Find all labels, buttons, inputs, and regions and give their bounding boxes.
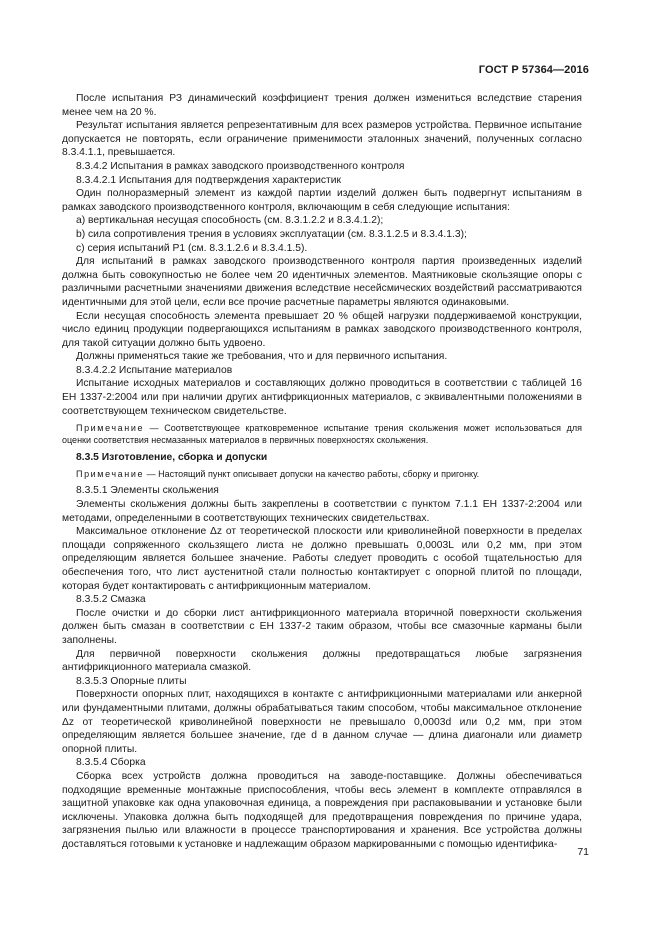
list-item: а) вертикальная несущая способность (см. 8.3.1.2.2 и 8.3.4.1.2); <box>76 215 384 227</box>
paragraph: Должны применяться такие же требования, что и для первичного испытания. <box>76 351 448 363</box>
paragraph: Если несущая способность элемента превышает 20 % общей нагрузки поддерживаемой конструкции, число единиц продукции подвергающихся испытаниям в рамках заводского производственного контроля, для такой ситуации должно быть удвоено. <box>62 310 582 349</box>
note-label: Примечание <box>76 469 145 480</box>
note-text: — Настоящий пункт описывает допуски на качество работы, сборку и пригонку. <box>144 469 480 480</box>
paragraph: Элементы скольжения должны быть закреплены в соответствии с пунктом 7.1.1 ЕН 1337-2:2004 или методами, определенными в соответствующих технических свидетельствах. <box>62 499 582 524</box>
list-item: с) серия испытаний Р1 (см. 8.3.1.2.6 и 8.3.4.1.5). <box>76 242 308 254</box>
standard-code-header: ГОСТ Р 57364—2016 <box>478 64 589 76</box>
paragraph: Испытание исходных материалов и составляющих должно проводиться в соответствии с таблицей 16 ЕН 1337-2:2004 или при наличии других антифрикционных материалов, с эквивалентными положениями в соответствующем техническом свидетельстве. <box>62 378 582 417</box>
note-label: Примечание <box>76 423 145 434</box>
document-body <box>62 92 582 851</box>
paragraph: Результат испытания является репрезентативным для всех размеров устройства. Первичное испытание допускается не повторять, если ограничение применимости эталонных значений, полученных согласно 8.3.4.1.1, превышается. <box>62 120 582 159</box>
paragraph: Максимальное отклонение Δz от теоретической плоскости или криволинейной поверхности в пределах площади сопряженного скользящего листа не должно превышать 0,0003L или 0,2 мм, при этом определяющим является большее значение. Работы следует проводить с особой тщательностью для обеспечения того, что лист аустенитной стали полностью контактирует с опорной плитой по площади, которая будет контактировать с антифрикционным материалом. <box>62 526 582 592</box>
paragraph: Поверхности опорных плит, находящихся в контакте с антифрикционными материалами или анкерной или фундаментными плитами, должны обрабатываться таким способом, чтобы максимальное отклонение Δz от теоретической криволинейной поверхности не превышало 0,0003d или 0,2 мм, при этом определяющим является большее значение, где d в данном случае — длина диагонали или диаметр опорной плиты. <box>62 689 582 755</box>
note <box>62 468 582 480</box>
note-text: — Соответствующее кратковременное испытание трения скольжения может использоваться для оценки соответствия несмазанных материалов в первичных поверхностях скольжения. <box>62 423 582 446</box>
subsection-heading: 8.3.5.2 Смазка <box>76 594 146 606</box>
paragraph: Для первичной поверхности скольжения должны предотвращаться любые загрязнения антифрикционного материала смазкой. <box>62 648 582 674</box>
subsection-heading: 8.3.5.4 Сборка <box>76 757 146 769</box>
paragraph: Сборка всех устройств должна проводиться на заводе-поставщике. Должны обеспечиваться подходящие временные монтажные приспособления, чтобы весь элемент в комплекте отправлялся в защитной упаковке как одна упаковочная единица, а повреждения при распаковывании и установке были исключены. Упаковка должна быть подходящей для предотвращения повреждения по причине удара, загрязнения пылью или влажности в процессе транспортирования и хранения. Все устройства должны доставляться готовыми к установке и надлежащим образом маркированными с помощью идентифика- <box>62 770 582 850</box>
paragraph: После испытания РЗ динамический коэффициент трения должен измениться вследствие старения менее чем на 20 %. <box>62 93 582 118</box>
paragraph: После очистки и до сборки лист антифрикционного материала вторичной поверхности скольжения должен быть смазан в соответствии с ЕН 1337-2 таким образом, чтобы все смазочные карманы были заполнены. <box>62 607 582 646</box>
subsection-heading: 8.3.4.2.2 Испытание материалов <box>76 364 233 376</box>
subsection-heading: 8.3.5.3 Опорные плиты <box>76 675 187 687</box>
note <box>62 422 582 446</box>
subsection-heading: 8.3.4.2.1 Испытания для подтверждения характеристик <box>76 174 341 186</box>
section-heading: 8.3.5 Изготовление, сборка и допуски <box>76 451 268 463</box>
subsection-heading: 8.3.5.1 Элементы скольжения <box>76 485 219 497</box>
subsection-heading: 8.3.4.2 Испытания в рамках заводского производственного контроля <box>76 160 405 172</box>
paragraph: Для испытаний в рамках заводского производственного контроля партия произведенных изделий должна быть совокупностью не более чем 20 идентичных элементов. Маятниковые скользящие опоры с различными расчетными значениями движения вследствие несейсмических воздействий рассматриваются идентичными для этой цели, если все прочие расчетные параметры являются одинаковыми. <box>62 256 582 308</box>
list-item: b) сила сопротивления трения в условиях эксплуатации (см. 8.3.1.2.5 и 8.3.4.1.3); <box>76 228 467 240</box>
paragraph: Один полноразмерный элемент из каждой партии изделий должен быть подвергнут испытаниям в рамках заводского производственного контроля, включающим в себя следующие испытания: <box>62 188 582 213</box>
page-number: 71 <box>577 846 589 858</box>
